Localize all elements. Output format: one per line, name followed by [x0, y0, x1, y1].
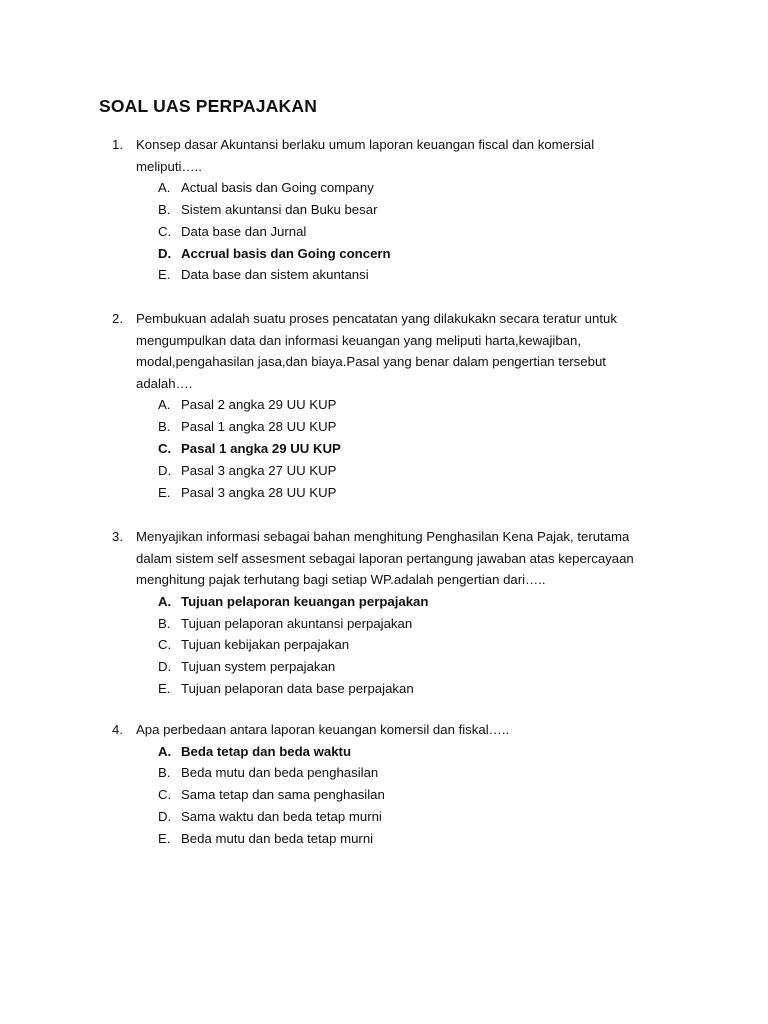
option-letter: C.	[158, 223, 172, 239]
answer-options	[112, 741, 652, 850]
option-letter: A.	[158, 180, 171, 196]
option-b	[112, 416, 652, 438]
option-text: Data base dan sistem akuntansi	[181, 267, 369, 283]
option-c	[112, 221, 652, 243]
question-1	[112, 134, 652, 286]
option-text: Tujuan kebijakan perpajakan	[181, 637, 350, 653]
question-line: modal,pengahasilan jasa,dan biaya.Pasal yang benar dalam pengertian tersebut	[136, 354, 606, 370]
option-letter: A.	[158, 397, 171, 413]
question-line: dalam sistem self assesment sebagai laporan pertangung jawaban atas kepercayaan	[136, 550, 634, 566]
option-text: Actual basis dan Going company	[181, 180, 374, 196]
option-b	[112, 199, 652, 221]
question-1-text	[112, 134, 652, 177]
answer-options	[112, 591, 652, 700]
option-letter: E.	[158, 267, 171, 283]
question-2-text	[112, 308, 652, 394]
option-letter: E.	[158, 830, 171, 846]
option-text: Pasal 3 angka 27 UU KUP	[181, 462, 337, 478]
option-letter: D.	[158, 659, 172, 675]
option-letter: C.	[158, 787, 172, 803]
option-text: Data base dan Jurnal	[181, 223, 307, 239]
question-3	[112, 526, 652, 700]
question-3-text	[112, 526, 652, 591]
option-d-correct	[112, 243, 652, 265]
option-letter: A.	[158, 743, 172, 759]
option-c-correct	[112, 438, 652, 460]
option-letter: B.	[158, 201, 171, 217]
question-line: adalah….	[136, 375, 193, 391]
option-e	[112, 678, 652, 700]
option-letter: B.	[158, 765, 171, 781]
document-title: SOAL UAS PERPAJAKAN	[99, 96, 318, 116]
question-number: 2.	[112, 311, 123, 326]
question-4-text	[112, 719, 652, 741]
question-line: Apa perbedaan antara laporan keuangan komersil dan fiskal…..	[136, 722, 510, 737]
option-b	[112, 613, 652, 635]
option-text: Pasal 1 angka 29 UU KUP	[181, 440, 341, 456]
question-line: mengumpulkan data dan informasi keuangan yang meliputi harta,kewajiban,	[136, 332, 581, 348]
question-number: 4.	[112, 722, 123, 737]
option-text: Sama tetap dan sama penghasilan	[181, 787, 385, 803]
answer-options	[112, 177, 652, 286]
option-text: Tujuan system perpajakan	[181, 659, 336, 675]
option-c	[112, 784, 652, 806]
option-text: Sama waktu dan beda tetap murni	[181, 808, 382, 824]
option-letter: B.	[158, 419, 171, 435]
option-b	[112, 762, 652, 784]
question-line: Konsep dasar Akuntansi berlaku umum laporan keuangan fiscal dan komersial	[136, 137, 595, 152]
option-text: Sistem akuntansi dan Buku besar	[181, 201, 378, 217]
option-d	[112, 806, 652, 828]
option-letter: E.	[158, 680, 171, 696]
question-number: 3.	[112, 529, 123, 544]
option-a-correct	[112, 591, 652, 613]
option-text: Pasal 2 angka 29 UU KUP	[181, 397, 337, 413]
option-text: Tujuan pelaporan akuntansi perpajakan	[181, 615, 413, 631]
option-letter: D.	[158, 245, 172, 261]
option-letter: D.	[158, 808, 172, 824]
option-e	[112, 828, 652, 850]
question-4	[112, 719, 652, 850]
option-letter: B.	[158, 615, 171, 631]
option-letter: D.	[158, 462, 172, 478]
question-number: 1.	[112, 137, 123, 152]
option-e	[112, 264, 652, 286]
option-letter: C.	[158, 637, 172, 653]
answer-options	[112, 394, 652, 503]
option-a	[112, 394, 652, 416]
option-c	[112, 634, 652, 656]
option-text: Beda mutu dan beda tetap murni	[181, 830, 374, 846]
option-letter: E.	[158, 484, 171, 500]
question-line: Menyajikan informasi sebagai bahan menghitung Penghasilan Kena Pajak, terutama	[136, 529, 630, 544]
option-text: Beda mutu dan beda penghasilan	[181, 765, 379, 781]
question-2	[112, 308, 652, 503]
option-letter: C.	[158, 440, 172, 456]
option-a	[112, 177, 652, 199]
option-text: Tujuan pelaporan keuangan perpajakan	[181, 593, 429, 609]
question-line: Pembukuan adalah suatu proses pencatatan yang dilakukakn secara teratur untuk	[136, 311, 617, 326]
question-line: menghitung pajak terhutang bagi setiap WP.adalah pengertian dari…..	[136, 572, 546, 588]
option-text: Pasal 1 angka 28 UU KUP	[181, 419, 337, 435]
option-letter: A.	[158, 593, 172, 609]
option-text: Beda tetap dan beda waktu	[181, 743, 352, 759]
option-text: Accrual basis dan Going concern	[181, 245, 391, 261]
question-line: meliputi…..	[136, 158, 202, 174]
option-e	[112, 482, 652, 504]
option-text: Tujuan pelaporan data base perpajakan	[181, 680, 414, 696]
option-d	[112, 460, 652, 482]
option-text: Pasal 3 angka 28 UU KUP	[181, 484, 337, 500]
option-a-correct	[112, 741, 652, 763]
option-d	[112, 656, 652, 678]
